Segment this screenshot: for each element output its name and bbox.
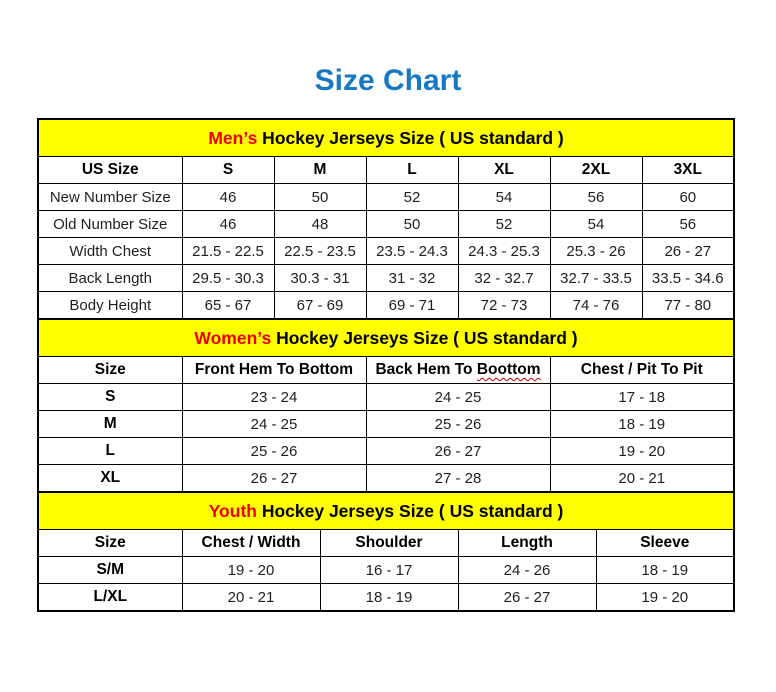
value-cell: 32 - 32.7 — [458, 265, 550, 292]
youth-table-row — [38, 557, 734, 584]
mens-table-row — [38, 292, 734, 320]
column-header: Size — [38, 357, 182, 384]
row-label-cell: S/M — [38, 557, 182, 584]
column-header: Front Hem To Bottom — [182, 357, 366, 384]
womens-section-banner — [38, 319, 734, 357]
value-cell: 20 - 21 — [182, 584, 320, 612]
youth-table-row — [38, 584, 734, 612]
value-cell: 19 - 20 — [596, 584, 734, 612]
value-cell: 25 - 26 — [366, 411, 550, 438]
value-cell: 52 — [366, 184, 458, 211]
value-cell: 26 - 27 — [182, 465, 366, 493]
value-cell: 26 - 27 — [642, 238, 734, 265]
size-chart-container — [37, 118, 733, 612]
value-cell: 19 - 20 — [182, 557, 320, 584]
value-cell: 23.5 - 24.3 — [366, 238, 458, 265]
womens-table-row — [38, 411, 734, 438]
banner-rest-text: Hockey Jerseys Size ( US standard ) — [271, 327, 578, 348]
column-header: S — [182, 157, 274, 184]
column-header: Sleeve — [596, 530, 734, 557]
value-cell: 26 - 27 — [366, 438, 550, 465]
value-cell: 24 - 26 — [458, 557, 596, 584]
mens-table-row — [38, 238, 734, 265]
row-label-cell: L/XL — [38, 584, 182, 612]
column-header: M — [274, 157, 366, 184]
value-cell: 23 - 24 — [182, 384, 366, 411]
value-cell: 27 - 28 — [366, 465, 550, 493]
mens-table-row — [38, 265, 734, 292]
value-cell: 69 - 71 — [366, 292, 458, 320]
value-cell: 24 - 25 — [366, 384, 550, 411]
row-label-cell: Width Chest — [38, 238, 182, 265]
value-cell: 65 - 67 — [182, 292, 274, 320]
value-cell: 54 — [458, 184, 550, 211]
value-cell: 32.7 - 33.5 — [550, 265, 642, 292]
womens-header-row — [38, 357, 734, 384]
value-cell: 56 — [550, 184, 642, 211]
value-cell: 46 — [182, 211, 274, 238]
value-cell: 17 - 18 — [550, 384, 734, 411]
value-cell: 19 - 20 — [550, 438, 734, 465]
row-label-cell: Old Number Size — [38, 211, 182, 238]
column-header: US Size — [38, 157, 182, 184]
value-cell: 21.5 - 22.5 — [182, 238, 274, 265]
womens-table-row — [38, 465, 734, 493]
youth-section-banner-row — [38, 492, 734, 530]
value-cell: 25 - 26 — [182, 438, 366, 465]
misspelled-word: Boottom — [476, 361, 541, 378]
value-cell: 48 — [274, 211, 366, 238]
column-header: Size — [38, 530, 182, 557]
row-label-cell: New Number Size — [38, 184, 182, 211]
value-cell: 22.5 - 23.5 — [274, 238, 366, 265]
value-cell: 56 — [642, 211, 734, 238]
mens-table-row — [38, 211, 734, 238]
value-cell: 16 - 17 — [320, 557, 458, 584]
youth-section-banner — [38, 492, 734, 530]
value-cell: 30.3 - 31 — [274, 265, 366, 292]
banner-rest-text: Hockey Jerseys Size ( US standard ) — [256, 500, 564, 521]
column-header: 3XL — [642, 157, 734, 184]
value-cell: 25.3 - 26 — [550, 238, 642, 265]
value-cell: 24.3 - 25.3 — [458, 238, 550, 265]
page-title: Size Chart — [314, 64, 462, 97]
row-label-cell: Back Length — [38, 265, 182, 292]
row-label-cell: L — [38, 438, 182, 465]
youth-size-table — [37, 491, 735, 612]
column-header: Chest / Pit To Pit — [550, 357, 734, 384]
value-cell: 50 — [274, 184, 366, 211]
value-cell: 77 - 80 — [642, 292, 734, 320]
value-cell: 46 — [182, 184, 274, 211]
value-cell: 18 - 19 — [550, 411, 734, 438]
value-cell: 72 - 73 — [458, 292, 550, 320]
womens-section-banner-row — [38, 319, 734, 357]
value-cell: 74 - 76 — [550, 292, 642, 320]
value-cell: 29.5 - 30.3 — [182, 265, 274, 292]
value-cell: 33.5 - 34.6 — [642, 265, 734, 292]
column-header: Shoulder — [320, 530, 458, 557]
column-header: Chest / Width — [182, 530, 320, 557]
value-cell: 60 — [642, 184, 734, 211]
womens-size-table — [37, 318, 735, 493]
row-label-cell: Body Height — [38, 292, 182, 320]
value-cell: 54 — [550, 211, 642, 238]
column-header: Back Hem To Boottom — [366, 357, 550, 384]
row-label-cell: M — [38, 411, 182, 438]
value-cell: 31 - 32 — [366, 265, 458, 292]
mens-section-banner — [38, 119, 734, 157]
column-header: Length — [458, 530, 596, 557]
banner-highlight-word: Women’s — [194, 327, 272, 348]
column-header: L — [366, 157, 458, 184]
banner-rest-text: Hockey Jerseys Size ( US standard ) — [257, 127, 564, 148]
mens-size-table — [37, 118, 735, 320]
womens-table-row — [38, 384, 734, 411]
value-cell: 67 - 69 — [274, 292, 366, 320]
mens-table-row — [38, 184, 734, 211]
row-label-cell: XL — [38, 465, 182, 493]
mens-header-row — [38, 157, 734, 184]
value-cell: 18 - 19 — [596, 557, 734, 584]
value-cell: 52 — [458, 211, 550, 238]
value-cell: 20 - 21 — [550, 465, 734, 493]
mens-section-banner-row — [38, 119, 734, 157]
youth-header-row — [38, 530, 734, 557]
value-cell: 50 — [366, 211, 458, 238]
value-cell: 24 - 25 — [182, 411, 366, 438]
row-label-cell: S — [38, 384, 182, 411]
column-header: 2XL — [550, 157, 642, 184]
value-cell: 18 - 19 — [320, 584, 458, 612]
value-cell: 26 - 27 — [458, 584, 596, 612]
womens-table-row — [38, 438, 734, 465]
banner-highlight-word: Men’s — [208, 127, 258, 148]
column-header: XL — [458, 157, 550, 184]
banner-highlight-word: Youth — [208, 500, 257, 521]
